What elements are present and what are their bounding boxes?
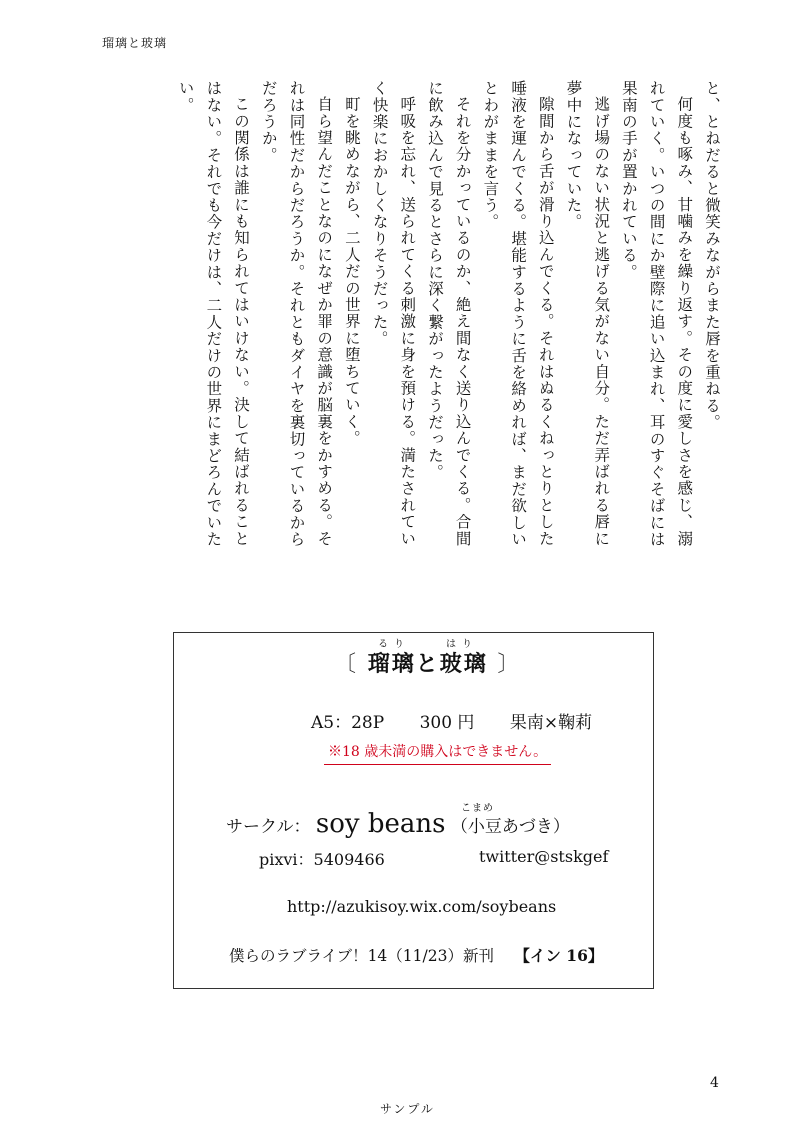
paragraph: それを分かっているのか、絶え間なく送り込んでくる。合間に飲み込んで見るとさらに深く繋がったようだった。: [425, 80, 472, 547]
twitter-handle: twitter@stskgef: [479, 847, 609, 866]
paragraph: と、とねだると微笑みながらまた唇を重ねる。: [703, 80, 721, 431]
event-row: [229, 944, 603, 966]
paragraph: 町を眺めながら、二人だの世界に堕ちていく。: [342, 95, 361, 447]
paragraph: 自ら望んだことなのになぜか罪の意識が脳裏をかすめる。それは同性だからだろうか。それともダイヤを裏切っているからだろうか。: [259, 80, 334, 548]
price: 300 円: [419, 713, 475, 733]
paragraph: この関係は誰にも知られてはいけない。決して結ばれることはない。それでも今だけは、二人だけの世界にまどろんでいたい。: [176, 80, 251, 548]
circle-label: サークル：: [226, 817, 311, 837]
title-ruby-ruri: るり: [378, 639, 410, 650]
author-ruby: こまめ: [461, 803, 494, 814]
format: A5：28P: [311, 713, 385, 733]
author-name: （小豆あづき）: [450, 817, 570, 837]
paragraph: 何度も啄み、甘噛みを繰り返す。その度に愛しさを感じ、溺れていく。いつの間にか壁際に追い込まれ、耳のすぐそばには果南の手が置かれている。: [619, 80, 694, 548]
circle-name: soy beans: [315, 809, 446, 839]
event-text: 僕らのラブライブ！14（11/23）新刊: [229, 947, 510, 965]
title-ruby-hari: はり: [446, 639, 478, 650]
pairing: 果南×鞠莉: [509, 713, 593, 733]
pixiv-id: pixvi：5409466: [259, 850, 385, 869]
running-title: 瑠璃と玻璃: [102, 36, 168, 50]
vertical-body-text: [176, 80, 725, 550]
spec-row: [311, 708, 622, 733]
title-bracket-open: 〔: [334, 652, 359, 677]
contact-row: [259, 847, 629, 870]
page-number: 4: [710, 1075, 719, 1091]
age-warning: ※18 歳未満の購入はできません。: [324, 741, 551, 765]
book-title: 瑠璃と玻璃: [367, 651, 488, 677]
book-title-row: [334, 639, 522, 678]
title-bracket-close: 〕: [497, 652, 522, 677]
paragraph: 呼吸を忘れ、送られてくる刺激に身を預ける。満たされていく快楽におかしくなりそうだった。: [370, 80, 417, 547]
website-url: http://azukisoy.wix.com/soybeans: [287, 897, 557, 916]
sample-footer: サンプル: [380, 1102, 435, 1116]
paragraph: 隙間から舌が滑り込んでくる。それはぬるくねっとりとした唾液を運んでくる。堪能するように舌を絡めれば、まだ欲しいとわがままを言う。: [481, 80, 555, 548]
paragraph: 逃げ場のない状況と逃げる気がない自分。ただ弄ばれる唇に夢中になっていた。: [564, 80, 611, 547]
book-info-box: [173, 632, 654, 989]
booth-number: 【イン 16】: [514, 946, 604, 965]
circle-row: [226, 809, 570, 839]
